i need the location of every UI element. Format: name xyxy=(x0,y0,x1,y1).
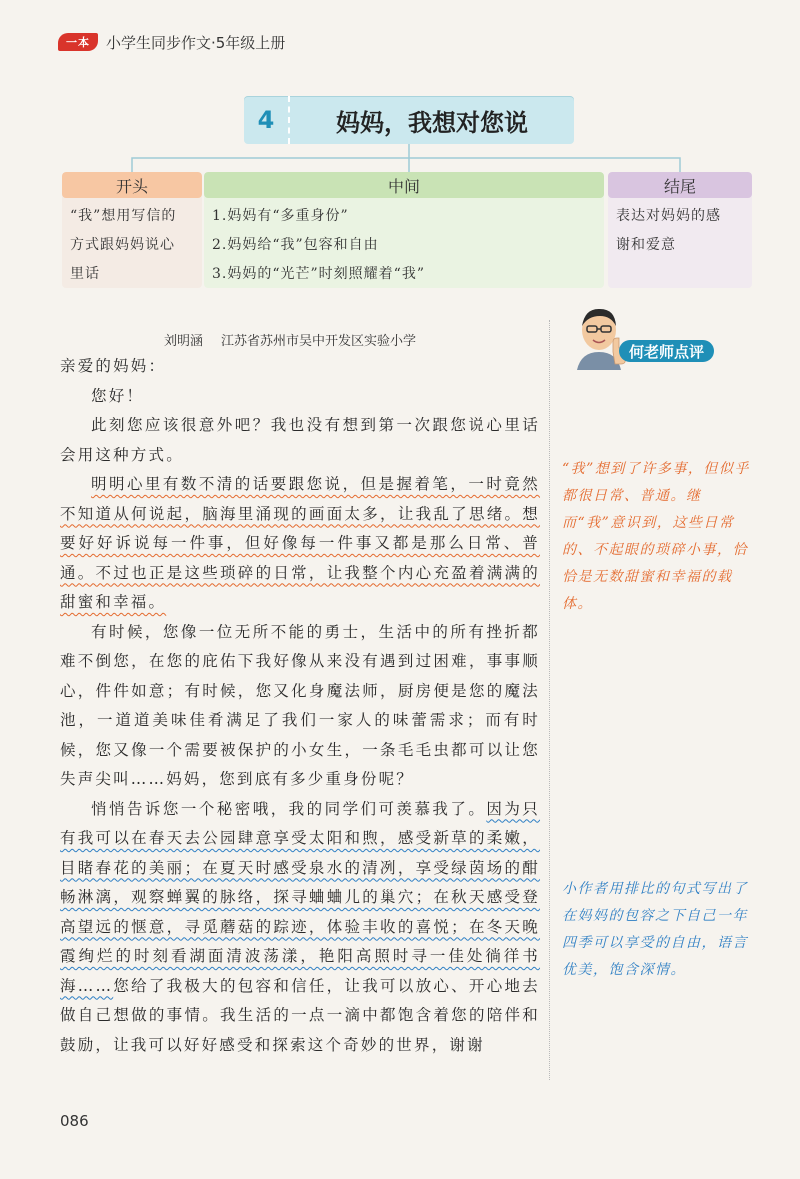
paragraph-end: 您给了我极大的包容和信任，让我可以放心、开心地去做自己想做的事情。我生活的一点一滴中都饱含着您的陪伴和鼓励，让我可以好好感受和探索这个奇妙的世界，谢谢 xyxy=(60,976,540,1054)
author-line xyxy=(164,330,416,349)
middle-line: 2.妈妈给“我”包容和自由 xyxy=(212,237,379,253)
opening-line: 方式跟妈妈说心 xyxy=(70,237,175,253)
middle-line: 3.妈妈的“光芒”时刻照耀着“我” xyxy=(212,266,425,282)
page-number: 086 xyxy=(60,1112,89,1130)
paragraph-start: 悄悄告诉您一个秘密哦，我的同学们可羡慕我了。 xyxy=(91,799,487,818)
ending-body xyxy=(608,198,752,264)
lesson-number: 4 xyxy=(244,96,290,144)
marked-passage-blue: 因为只有我可以在春天去公园肆意享受太阳和煦，感受新草的柔嫩，目睹春花的美丽；在夏天时感受泉水的清冽，享受绿茵场的酣畅淋漓，观察蝉翼的脉络，探寻蛐蛐儿的巢穴；在秋天感受登高望远的惬意，寻觅蘑菇的踪迹，体验丰收的喜悦；在冬天晚霞绚烂的时刻看湖面清波荡漾，艳阳高照时寻一佳处徜徉书海…… xyxy=(60,799,541,995)
letter-paragraph xyxy=(60,470,540,618)
column-divider xyxy=(549,320,550,1080)
ending-line: 表达对妈妈的感 xyxy=(616,208,721,224)
letter-greeting: 您好！ xyxy=(91,386,145,405)
publisher-badge: 一本 xyxy=(58,33,98,51)
lesson-title: 妈妈，我想对您说 xyxy=(336,108,528,137)
structure-connector xyxy=(0,0,800,180)
middle-body xyxy=(204,198,604,288)
margin-note-orange: “我”想到了许多事，但似乎都很日常、普通。继而“我”意识到，这些日常的、不起眼的琐碎小事，恰恰是无数甜蜜和幸福的载体。 xyxy=(562,461,750,612)
ending-heading: 结尾 xyxy=(608,172,752,198)
structure-opening xyxy=(62,172,202,288)
letter-salutation: 亲爱的妈妈： xyxy=(60,357,167,375)
marked-passage-orange: 明明心里有数不清的话要跟您说，但是握着笔，一时竟然不知道从何说起，脑海里涌现的画面太多，让我乱了思绪。想要好好诉说每一件事，但好像每一件事又都是那么日常、普通。不过也正是这些琐碎的日常，让我整个内心充盈着满满的甜蜜和幸福。 xyxy=(60,475,540,611)
letter-paragraph: 此刻您应该很意外吧？我也没有想到第一次跟您说心里话会用这种方式。 xyxy=(60,416,540,464)
letter-body xyxy=(60,352,540,1060)
ending-line: 谢和爱意 xyxy=(616,237,676,253)
book-title: 小学生同步作文·5年级上册 xyxy=(106,33,286,52)
structure-outline xyxy=(62,172,752,288)
opening-body xyxy=(62,198,202,288)
opening-heading: 开头 xyxy=(62,172,202,198)
margin-note-blue: 小作者用排比的句式写出了在妈妈的包容之下自己一年四季可以享受的自由，语言优美，饱含深情。 xyxy=(562,881,748,978)
letter-paragraph: 有时候，您像一位无所不能的勇士，生活中的所有挫折都难不倒您，在您的庇佑下我好像从来没有遇到过困难，事事顺心，件件如意；有时候，您又化身魔法师，厨房便是您的魔法池，一道道美味佳肴满足了我们一家人的味蕾需求；而有时候，您又像一个需要被保护的小女生，一条毛毛虫都可以让您失声尖叫……妈妈，您到底有多少重身份呢？ xyxy=(60,622,540,788)
author-school: 江苏省苏州市吴中开发区实验小学 xyxy=(221,334,417,349)
author-name: 刘明涵 xyxy=(164,334,204,349)
teacher-comment-label: 何老师点评 xyxy=(619,340,714,362)
letter-paragraph xyxy=(60,795,540,1061)
structure-middle xyxy=(204,172,604,288)
middle-line: 1.妈妈有“多重身份” xyxy=(212,208,349,224)
opening-line: 里话 xyxy=(70,266,100,282)
structure-ending xyxy=(608,172,752,288)
teacher-comment-badge xyxy=(573,304,743,370)
opening-line: “我”想用写信的 xyxy=(70,208,177,224)
middle-heading: 中间 xyxy=(204,172,604,198)
